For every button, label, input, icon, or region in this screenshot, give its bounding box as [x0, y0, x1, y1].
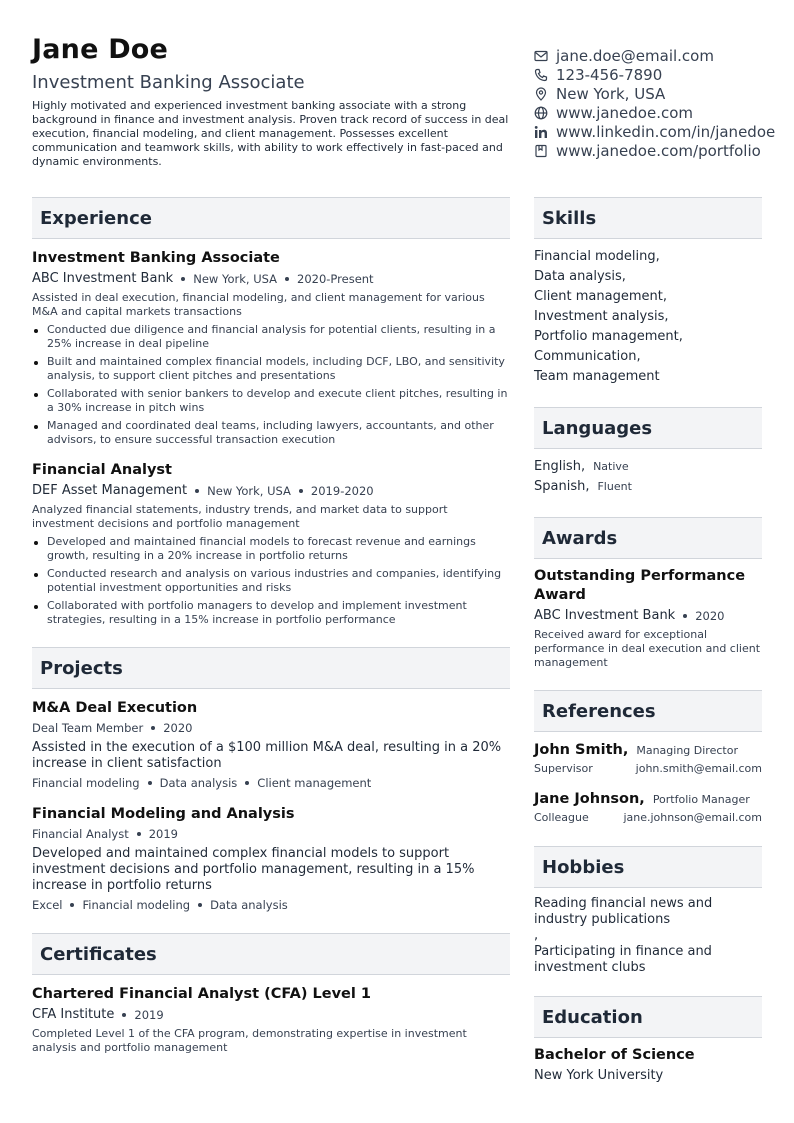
- reference-entry: [534, 791, 762, 826]
- contact-linkedin-text: www.linkedin.com/in/janedoe: [556, 122, 776, 141]
- separator-dot: [70, 903, 74, 907]
- job-bullet: Built and maintained complex financial models, including DCF, LBO, and sensitivity analysis, to support client pitches and presentations: [32, 355, 510, 383]
- contact-phone-text: 123-456-7890: [556, 65, 663, 84]
- job-company: ABC Investment Bank: [32, 271, 174, 286]
- certificate-description: Completed Level 1 of the CFA program, demonstrating expertise in investment analysis and portfolio management: [32, 1027, 467, 1054]
- project-meta: [32, 720, 510, 736]
- certificate-title: Chartered Financial Analyst (CFA) Level 1: [32, 986, 371, 1002]
- skills-heading: Skills: [534, 197, 762, 239]
- project-tags: [32, 897, 510, 913]
- references-section: [534, 690, 762, 826]
- reference-email[interactable]: john.smith@email.com: [635, 762, 762, 775]
- language-level: Native: [593, 460, 629, 473]
- job-bullet: Collaborated with senior bankers to develop and execute client pitches, resulting in a 30% increase in pitch wins: [32, 387, 510, 415]
- globe-icon: [534, 106, 548, 120]
- job-bullet: Developed and maintained financial models to forecast revenue and earnings growth, resulting in a 20% increase in portfolio returns: [32, 535, 510, 563]
- reference-name-row: [534, 791, 762, 807]
- separator-dot: [181, 277, 185, 281]
- linkedin-icon: [534, 125, 548, 139]
- job-summary: Analyzed financial statements, industry trends, and market data to support investment decisions and portfolio management: [32, 503, 448, 530]
- skill-item: Portfolio management,: [534, 329, 683, 344]
- contact-location: [534, 84, 794, 103]
- contact-location-text: New York, USA: [556, 84, 666, 103]
- award-title: Outstanding Performance Award: [534, 568, 746, 603]
- separator-dot: [299, 489, 303, 493]
- skill-item: Client management,: [534, 289, 667, 304]
- reference-position: Portfolio Manager: [652, 793, 750, 806]
- header: [32, 34, 512, 169]
- certificate-meta: [32, 1006, 510, 1024]
- separator-dot: [148, 781, 152, 785]
- contact-website[interactable]: [534, 103, 794, 122]
- job-meta: [32, 270, 510, 288]
- languages-heading: Languages: [534, 407, 762, 449]
- separator-dot: [245, 781, 249, 785]
- phone-icon: [534, 68, 548, 82]
- portfolio-icon: [534, 144, 548, 158]
- job-company: DEF Asset Management: [32, 483, 188, 498]
- experience-entry: [32, 249, 510, 447]
- project-tags: [32, 775, 510, 791]
- separator-dot: [151, 726, 155, 730]
- project-tag: Client management: [257, 776, 372, 790]
- projects-heading: Projects: [32, 647, 510, 689]
- job-location: New York, USA: [193, 272, 277, 286]
- language-name: English,: [534, 459, 586, 474]
- job-dates: 2020-Present: [297, 272, 374, 286]
- certificates-heading: Certificates: [32, 933, 510, 975]
- separator-dot: [198, 903, 202, 907]
- experience-section: [32, 197, 510, 627]
- project-entry: [32, 805, 510, 913]
- project-tag: Excel: [32, 898, 63, 912]
- project-role: Financial Analyst: [32, 827, 129, 841]
- skills-list: [534, 247, 762, 387]
- award-issuer: ABC Investment Bank: [534, 608, 676, 623]
- education-school: New York University: [534, 1068, 664, 1083]
- hobby-item: Reading financial news and industry publications: [534, 896, 713, 927]
- project-tag: Data analysis: [159, 776, 238, 790]
- contact-block: [534, 46, 794, 160]
- separator-dot: [195, 489, 199, 493]
- job-bullet: Conducted due diligence and financial analysis for potential clients, resulting in a 25% increase in deal pipeline: [32, 323, 510, 351]
- skill-item: Team management: [534, 369, 660, 384]
- education-degree: Bachelor of Science: [534, 1047, 695, 1063]
- skill-item: Communication,: [534, 349, 641, 364]
- job-bullets: [32, 535, 510, 627]
- contact-portfolio-text: www.janedoe.com/portfolio: [556, 141, 761, 160]
- job-bullet: Managed and coordinated deal teams, including lawyers, accountants, and other advisors, to ensure successful transaction execution: [32, 419, 510, 447]
- reference-entry: [534, 742, 762, 777]
- candidate-headline: Investment Banking Associate: [32, 72, 305, 93]
- experience-entry: [32, 461, 510, 627]
- reference-details: [534, 810, 762, 826]
- project-role: Deal Team Member: [32, 721, 144, 735]
- reference-position: Managing Director: [636, 744, 738, 757]
- contact-portfolio[interactable]: [534, 141, 794, 160]
- job-bullet: Collaborated with portfolio managers to develop and implement investment strategies, resulting in a 15% increase in portfolio performance: [32, 599, 510, 627]
- contact-website-text: www.janedoe.com: [556, 103, 694, 122]
- skill-item: Financial modeling,: [534, 249, 660, 264]
- project-tag: Data analysis: [210, 898, 288, 912]
- certificate-entry: [32, 985, 510, 1055]
- separator-dot: [683, 614, 687, 618]
- mail-icon: [534, 49, 548, 63]
- project-tag: Financial modeling: [32, 776, 140, 790]
- job-title: Financial Analyst: [32, 462, 172, 478]
- awards-heading: Awards: [534, 517, 762, 559]
- hobbies-list: [534, 896, 762, 976]
- language-item: [534, 457, 762, 477]
- project-description: Assisted in the execution of a $100 million M&A deal, resulting in a 20% increase in client satisfaction: [32, 740, 502, 771]
- map-pin-icon: [534, 87, 548, 101]
- reference-name-row: [534, 742, 762, 758]
- separator-dot: [285, 277, 289, 281]
- references-heading: References: [534, 690, 762, 732]
- certificates-section: [32, 933, 510, 1055]
- contact-email[interactable]: [534, 46, 794, 65]
- separator-dot: [137, 832, 141, 836]
- contact-phone[interactable]: [534, 65, 794, 84]
- experience-heading: Experience: [32, 197, 510, 239]
- job-summary: Assisted in deal execution, financial modeling, and client management for various M&A and capital markets transactions: [32, 291, 485, 318]
- certificate-issuer: CFA Institute: [32, 1007, 115, 1022]
- separator-dot: [122, 1013, 126, 1017]
- project-meta: [32, 826, 510, 842]
- project-title: Financial Modeling and Analysis: [32, 806, 295, 822]
- skill-item: Data analysis,: [534, 269, 626, 284]
- project-description: Developed and maintained complex financial models to support investment decisions and portfolio management, resulting in a 15% increase in portfolio returns: [32, 846, 475, 893]
- job-meta: [32, 482, 510, 500]
- education-heading: Education: [534, 996, 762, 1038]
- reference-email[interactable]: jane.johnson@email.com: [623, 811, 762, 824]
- language-level: Fluent: [597, 480, 632, 493]
- hobbies-section: [534, 846, 762, 976]
- job-bullet: Conducted research and analysis on various industries and companies, identifying potential investment opportunities and risks: [32, 567, 510, 595]
- language-item: [534, 477, 762, 497]
- reference-relation: Colleague: [534, 811, 589, 824]
- project-year: 2019: [148, 827, 178, 841]
- projects-section: [32, 647, 510, 913]
- education-section: [534, 996, 762, 1085]
- contact-email-text: jane.doe@email.com: [556, 46, 714, 65]
- project-entry: [32, 699, 510, 791]
- award-year: 2020: [695, 609, 725, 623]
- award-meta: [534, 607, 762, 625]
- job-title: Investment Banking Associate: [32, 250, 280, 266]
- project-tag: Financial modeling: [82, 898, 191, 912]
- main-column: [32, 197, 510, 1075]
- awards-section: [534, 517, 762, 670]
- skill-item: Investment analysis,: [534, 309, 669, 324]
- profile-summary: Highly motivated and experienced investment banking associate with a strong background in finance and investment analysis. Proven track record of success in deal execution, financial modeling, and client management. Possesses excellent communication and teamwork skills, with ability to work effectively in fast-paced and dynamic environments.: [32, 99, 509, 168]
- award-description: Received award for exceptional performance in deal execution and client management: [534, 628, 761, 669]
- hobby-item: Participating in finance and investment clubs: [534, 944, 712, 975]
- reference-relation: Supervisor: [534, 762, 593, 775]
- hobbies-heading: Hobbies: [534, 846, 762, 888]
- language-name: Spanish,: [534, 479, 590, 494]
- languages-section: [534, 407, 762, 497]
- languages-list: [534, 457, 762, 497]
- job-location: New York, USA: [207, 484, 291, 498]
- reference-details: [534, 761, 762, 777]
- project-year: 2020: [163, 721, 193, 735]
- reference-name: Jane Johnson,: [534, 791, 645, 807]
- job-dates: 2019-2020: [310, 484, 374, 498]
- hobby-separator: ,: [534, 928, 539, 943]
- project-title: M&A Deal Execution: [32, 700, 198, 716]
- contact-linkedin[interactable]: [534, 122, 794, 141]
- side-column: [534, 197, 762, 1105]
- skills-section: [534, 197, 762, 387]
- reference-name: John Smith,: [534, 742, 629, 758]
- certificate-year: 2019: [134, 1008, 164, 1022]
- job-bullets: [32, 323, 510, 447]
- candidate-name: Jane Doe: [32, 34, 169, 65]
